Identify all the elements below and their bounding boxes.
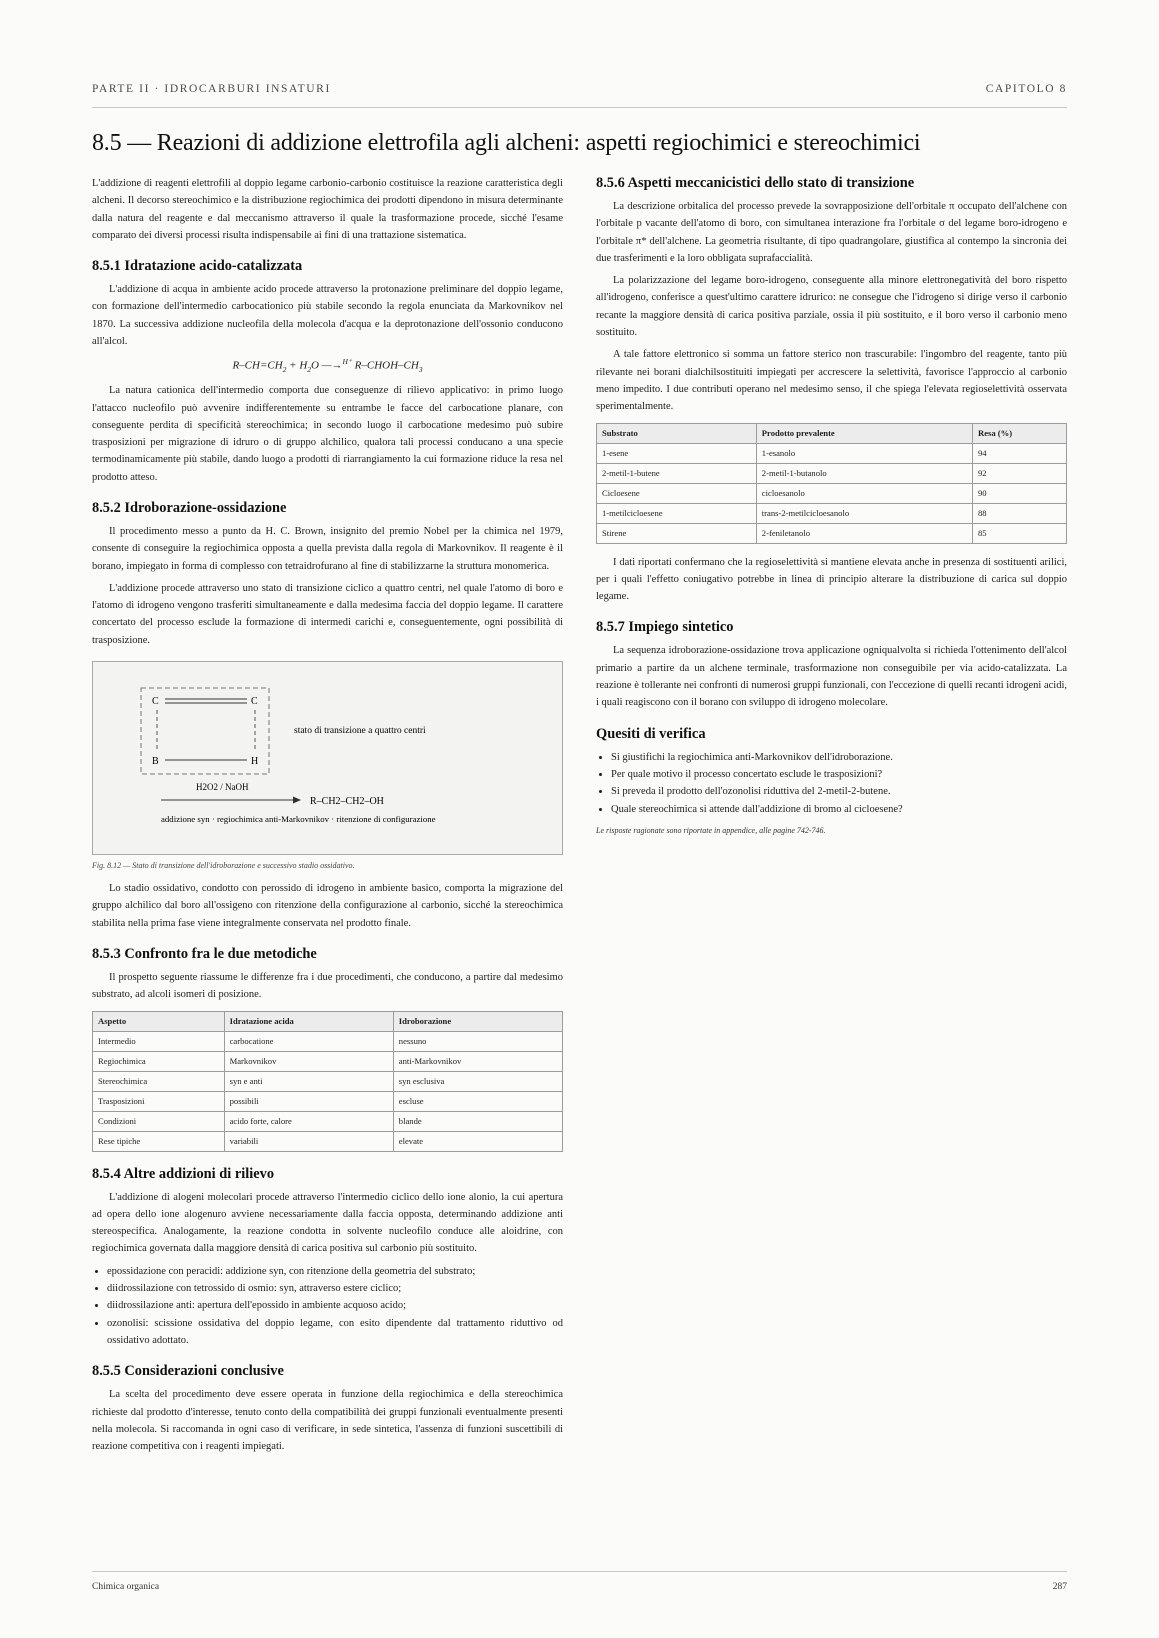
- paragraph: Il procedimento messo a punto da H. C. Brown, insignito del premio Nobel per la chimica nel 1979, consente di conseguire la regiochimica opposta a quella prevista dalla regola di Markovnikov. Il reagente è il borano, impiegato in forma di complesso con tetraidrofurano al fine di stabilizzarne la struttura monomerica.: [92, 526, 563, 572]
- table-cell: 1-esanolo: [756, 443, 972, 463]
- atom-h: H: [251, 756, 259, 768]
- section-heading-8-5-3: 8.5.3 Confronto fra le due metodiche: [92, 945, 317, 962]
- comparison-table: [92, 1011, 563, 1152]
- table-cell: syn esclusiva: [393, 1071, 562, 1091]
- table-cell: trans-2-metilcicloesanolo: [756, 503, 972, 523]
- section-heading-8-5-2: 8.5.2 Idroborazione-ossidazione: [92, 500, 287, 516]
- paragraph: La scelta del procedimento deve essere operata in funzione della regiochimica e della stereochimica richieste dal prodotto d'interesse, tenuto conto della compatibilità dei gruppi funzionali eventualmente presenti nella molecola. Si raccomanda in ogni caso di verificare, in sede sintetica, l'assenza di funzioni suscettibili di reazione competitiva con i reagenti impiegati.: [92, 1389, 563, 1453]
- table-row: [93, 1071, 563, 1091]
- product-formula: R–CH2–CH2–OH: [310, 796, 384, 808]
- list-item: • diidrossilazione anti: apertura dell'epossido in ambiente acquoso acido;: [107, 1297, 563, 1314]
- section-heading-8-5-5: 8.5.5 Considerazioni conclusive: [92, 1363, 284, 1380]
- bullet-list: [92, 1263, 563, 1349]
- quiz-item: • Quale stereochimica si attende dall'addizione di bromo al cicloesene?: [611, 801, 1067, 818]
- table-cell: 2-metil-1-butanolo: [756, 463, 972, 483]
- transition-state-box: [141, 688, 269, 774]
- table-cell: 2-feniletanolo: [756, 523, 972, 543]
- page: [92, 0, 1067, 1638]
- list-item: • epossidazione con peracidi: addizione syn, con ritenzione della geometria del substrato;: [107, 1263, 563, 1280]
- table-cell: 1-esene: [597, 443, 757, 463]
- intro-paragraph: L'addizione di reagenti elettrofili al doppio legame carbonio-carbonio costituisce la reazione caratteristica degli alcheni. Il decorso stereochimico e la distribuzione regiochimica dei prodotti dipendono in misura determinante dalla natura del reagente e dal meccanismo attraverso il quale la trasformazione procede, sicché l'esame comparato dei diversi processi risulta indispensabile ai fini di una trattazione sistematica.: [92, 178, 563, 241]
- column-header: Prodotto prevalente: [756, 423, 972, 443]
- column-header: Aspetto: [93, 1011, 225, 1031]
- paragraph: L'addizione procede attraverso uno stato di transizione ciclico a quattro centri, nel quale l'atomo di boro e l'atomo di idrogeno vengono trasferiti simultaneamente e dalla medesima faccia del doppio legame. Il carattere concertato del processo esclude la formazione di intermedi carichi e, conseguentemente, ogni possibilità di trasposizione.: [92, 582, 563, 646]
- table-cell: 90: [972, 483, 1066, 503]
- transition-state-diagram: [93, 662, 562, 852]
- table-cell: syn e anti: [224, 1071, 393, 1091]
- table-cell: elevate: [393, 1131, 562, 1151]
- quiz-item: • Si preveda il prodotto dell'ozonolisi riduttiva del 2-metil-2-butene.: [611, 783, 1067, 800]
- left-column: [92, 175, 563, 1460]
- running-head-part: PARTE II · IDROCARBURI INSATURI: [92, 83, 331, 95]
- table-cell: 85: [972, 523, 1066, 543]
- table-header-row: [93, 1011, 563, 1031]
- reaction-arrow-head: [293, 797, 301, 804]
- running-header: [92, 83, 1067, 108]
- table-cell: Intermedio: [93, 1031, 225, 1051]
- table-cell: Trasposizioni: [93, 1091, 225, 1111]
- table-cell: acido forte, calore: [224, 1111, 393, 1131]
- page-title: 8.5 — Reazioni di addizione elettrofila agli alcheni: aspetti regiochimici e stereochimici: [92, 130, 921, 156]
- transition-state-label: stato di transizione a quattro centri: [294, 726, 426, 737]
- column-header: Resa (%): [972, 423, 1066, 443]
- table-cell: 94: [972, 443, 1066, 463]
- table-row: [93, 1051, 563, 1071]
- table-cell: carbocatione: [224, 1031, 393, 1051]
- table-row: [93, 1131, 563, 1151]
- quiz-item: • Per quale motivo il processo concertato esclude le trasposizioni?: [611, 766, 1067, 783]
- column-header: Idratazione acida: [224, 1011, 393, 1031]
- table-cell: Cicloesene: [597, 483, 757, 503]
- paragraph: A tale fattore elettronico si somma un fattore sterico non trascurabile: l'ingombro del reagente, tanto più rilevante nei borani dialchilsostituiti impiegati per accrescere la selettività, favorisce l'approccio al carbonio meno impedito. I due contributi operano nel medesimo senso, il che spiega l'elevata regioselettività osservata sperimentalmente.: [596, 349, 1067, 413]
- quiz-list: [596, 749, 1067, 818]
- table-cell: 88: [972, 503, 1066, 523]
- page-number: 287: [1052, 1582, 1067, 1592]
- table-row: [93, 1031, 563, 1051]
- table-cell: possibili: [224, 1091, 393, 1111]
- page-footer: [92, 1571, 1067, 1592]
- table-cell: Regiochimica: [93, 1051, 225, 1071]
- table-row: [597, 503, 1067, 523]
- table-cell: anti-Markovnikov: [393, 1051, 562, 1071]
- reagent-label: H2O2 / NaOH: [196, 782, 249, 793]
- table-cell: cicloesanolo: [756, 483, 972, 503]
- paragraph: L'addizione di acqua in ambiente acido procede attraverso la protonazione preliminare del doppio legame, con formazione dell'intermedio carbocationico più stabile secondo la regola enunciata da Markovnikov nel 1870. La successiva addizione nucleofila della molecola d'acqua e la deprotonazione dell'ossonio conducono all'alcol.: [92, 284, 563, 348]
- table-row: [93, 1091, 563, 1111]
- table-cell: nessuno: [393, 1031, 562, 1051]
- atom-c1: C: [152, 696, 159, 708]
- paragraph: La descrizione orbitalica del processo prevede la sovrapposizione dell'orbitale π occupato dell'alchene con l'orbitale p vacante dell'atomo di boro, con simultanea interazione fra l'orbitale σ del legame boro-idrogeno e l'orbitale π* dell'alchene. La geometria risultante, di tipo quadrangolare, giustifica al contempo la sincronia dei due trasferimenti e la loro obbligata suprafaccialità.: [596, 201, 1067, 264]
- reaction-formula: $R-CH=CH_2 + H_2O$ —→$^{H^+}$ $R-CHOH-CH_3$: [232, 357, 423, 375]
- table-row: [93, 1111, 563, 1131]
- yield-table: [596, 423, 1067, 544]
- quiz-heading: Quesiti di verifica: [596, 725, 706, 742]
- paragraph: La natura cationica dell'intermedio comporta due conseguenze di rilievo applicativo: in primo luogo l'attacco nucleofilo può avvenire indifferentemente su entrambe le facce del carbocatione planare, con conseguente perdita di specificità stereochimica; in secondo luogo il carbocatione medesimo può subire trasposizioni per migrazione di idruro o di gruppo alchilico, qualora tali processi conducano a una specie termodinamicamente più stabile, dando luogo a prodotti di riarrangiamento la cui formazione riduce la resa nel prodotto atteso.: [92, 385, 563, 483]
- table-cell: variabili: [224, 1131, 393, 1151]
- paragraph: La polarizzazione del legame boro-idrogeno, conseguente alla minore elettronegatività del boro rispetto all'idrogeno, conferisce a quest'ultimo carattere idrurico: ne consegue che l'idrogeno si dirige verso il carbonio recante la maggiore densità di carica positiva parziale, ossia il più sostituito, e il boro verso il carbonio meno sostituito.: [596, 275, 1067, 339]
- table-row: [597, 463, 1067, 483]
- list-item: • ozonolisi: scissione ossidativa del doppio legame, con esito dipendente dal trattamento riduttivo od ossidativo adottato.: [107, 1315, 563, 1350]
- table-cell: 2-metil-1-butene: [597, 463, 757, 483]
- table-cell: Markovnikov: [224, 1051, 393, 1071]
- table-cell: Stereochimica: [93, 1071, 225, 1091]
- figure-note: addizione syn · regiochimica anti-Markovnikov · ritenzione di configurazione: [161, 814, 436, 825]
- quiz-item: • Si giustifichi la regiochimica anti-Markovnikov dell'idroborazione.: [611, 749, 1067, 766]
- list-item: • diidrossilazione con tetrossido di osmio: syn, attraverso estere ciclico;: [107, 1280, 563, 1297]
- section-heading-8-5-1: 8.5.1 Idratazione acido-catalizzata: [92, 258, 303, 275]
- atom-c2: C: [251, 696, 258, 708]
- column-header: Idroborazione: [393, 1011, 562, 1031]
- table-cell: 1-metilcicloesene: [597, 503, 757, 523]
- paragraph: La sequenza idroborazione-ossidazione trova applicazione ogniqualvolta si richieda l'ottenimento dell'alcol primario a partire da un alchene terminale, trasformazione non conseguibile per via acido-catalizzata. La reazione è tollerante nei confronti di numerosi gruppi funzionali, con l'eccezione di quelli recanti idrogeni acidi, i quali reagiscono con il borano con sviluppo di idrogeno molecolare.: [596, 645, 1067, 709]
- footer-book-title: Chimica organica: [92, 1582, 160, 1592]
- section-heading-8-5-7: 8.5.7 Impiego sintetico: [596, 619, 734, 636]
- table-header-row: [597, 423, 1067, 443]
- section-heading-8-5-6: 8.5.6 Aspetti meccanicistici dello stato di transizione: [596, 175, 915, 191]
- transition-state-figure: [92, 661, 563, 855]
- paragraph: Lo stadio ossidativo, condotto con perossido di idrogeno in ambiente basico, comporta la migrazione del gruppo alchilico dal boro all'ossigeno con ritenzione della configurazione al carbonio, sicché la stereochimica stabilita nella prima fase viene integralmente conservata nel prodotto finale.: [92, 883, 563, 929]
- figure-caption: Fig. 8.12 — Stato di transizione dell'idroborazione e successivo stadio ossidativo.: [92, 861, 355, 871]
- paragraph: I dati riportati confermano che la regioselettività si mantiene elevata anche in presenza di sostituenti arilici, per i quali l'effetto coniugativo potrebbe in linea di principio alterare la distribuzione di carica sul doppio legame.: [596, 556, 1067, 603]
- paragraph: Il prospetto seguente riassume le differenze fra i due procedimenti, che conducono, a partire dal medesimo substrato, ad alcoli isomeri di posizione.: [92, 971, 563, 1001]
- table-row: [597, 443, 1067, 463]
- right-column: [596, 175, 1067, 835]
- column-header: Substrato: [597, 423, 757, 443]
- table-row: [597, 483, 1067, 503]
- answers-note: Le risposte ragionate sono riportate in appendice, alle pagine 742-746.: [596, 825, 826, 835]
- running-head-chapter: CAPITOLO 8: [985, 83, 1067, 95]
- table-cell: escluse: [393, 1091, 562, 1111]
- table-cell: 92: [972, 463, 1066, 483]
- atom-b: B: [152, 756, 159, 768]
- table-cell: Condizioni: [93, 1111, 225, 1131]
- paragraph: L'addizione di alogeni molecolari procede attraverso l'intermedio ciclico dello ione alonio, la cui apertura ad opera dello ione alogenuro avviene necessariamente dalla faccia opposta, determinando addizione anti stereospecifica. Analogamente, la reazione condotta in solvente nucleofilo conduce alle aloidrine, con regiochimica governata dalla maggiore densità di carica positiva sul carbonio più sostituito.: [92, 1191, 563, 1255]
- table-row: [597, 523, 1067, 543]
- section-heading-8-5-4: 8.5.4 Altre addizioni di rilievo: [92, 1165, 275, 1182]
- table-cell: Rese tipiche: [93, 1131, 225, 1151]
- table-cell: blande: [393, 1111, 562, 1131]
- table-cell: Stirene: [597, 523, 757, 543]
